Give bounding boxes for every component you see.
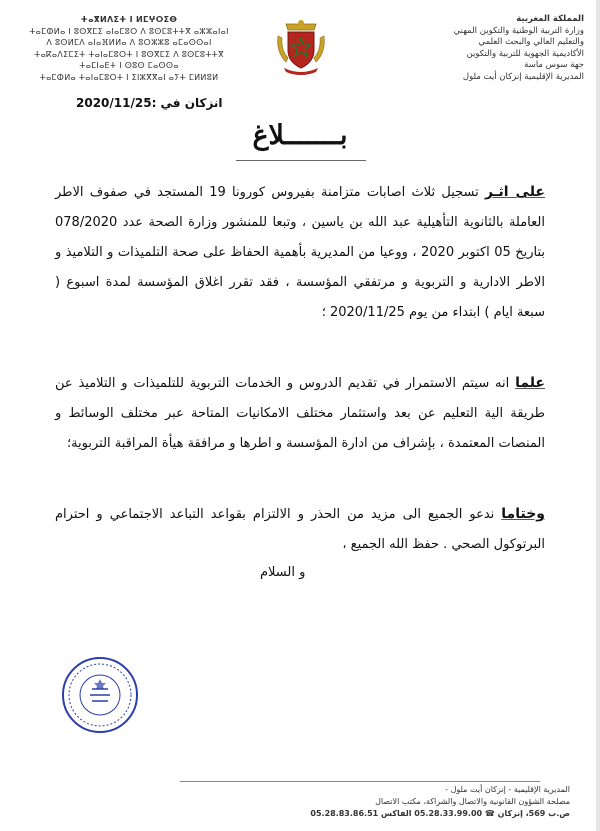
paragraph-lead: على اثـر (485, 184, 545, 200)
paragraph-lead: وختاما (501, 506, 545, 522)
paragraph-2 (55, 368, 545, 459)
header-arabic (394, 14, 584, 83)
footer-line-2: مصلحة الشؤون القانونية والاتصال والشراكة، مكتب الاتصال (375, 797, 570, 806)
paragraph-1 (55, 177, 545, 328)
header-tf-line: ⵜⴰⴳⵍⴷⵉⵜ ⵏ ⵍⵎⵖⵔⵉⴱ (80, 15, 178, 24)
header-ar-line: جهة سوس ماسة (524, 60, 584, 70)
paragraph-text: تسجيل ثلاث اصابات متزامنة بفيروس كورونا 19 المستجد في صفوف الاطر العاملة بالثانوية التأهيلية عبد الله بن ياسين ، وتبعا للمنشور وزارة الصحة عدد 078/2020 بتاريخ 05 اكتوبر 2020 ، ووعيا من المديرية بأهمية الحفاظ على صحة التلميذات و التلاميذ و الاطر الادارية و التربوية و مرتفقي المؤسسة ، فقد تقرر اغلاق المؤسسة لمدة اسبوع ( سبعة ايام ) ابتداء من يوم 2020/11/25 ؛ (55, 185, 546, 320)
header-tf-line: ⵜⴰⵎⵏⴰⴹⵜ ⵏ ⵙⵓⵙ ⵎⴰⵙⵙⴰ (79, 61, 179, 70)
header-tifinagh (14, 14, 244, 83)
moroccan-coat-of-arms-icon (272, 18, 330, 76)
date-line: انزكان في :2020/11/25 (76, 96, 223, 110)
footer (150, 784, 570, 820)
header-ar-line: والتعليم العالي والبحث العلمي (478, 37, 584, 47)
paragraph-text: انه سيتم الاستمرار في تقديم الدروس و الخدمات التربوية للتلميذات و التلاميذ عن طريقة الية التعليم عن بعد واستثمار مختلف الامكانيات المتاحة عبر مختلف الوسائط و المنصات المعتمدة ، بإشراف من ادارة المؤسسة و اطرها و مرافقة هيأة المراقبة التربوية؛ (55, 376, 545, 451)
footer-divider (180, 781, 540, 782)
paragraph-3 (55, 499, 545, 560)
official-round-stamp-icon (60, 655, 140, 735)
header-ar-line: المديرية الإقليمية إنزكان أيت ملول (462, 71, 584, 82)
header-ar-line: المملكة المغربية (516, 14, 584, 24)
title-underline (236, 160, 366, 161)
footer-line-3: ص.ب 569، إنزكان ☎ 05.28.33.99.00 الفاكس 05.28.83.86.51 (310, 809, 570, 818)
footer-line-1: المديرية الإقليمية - إنزكان أيت ملول - (445, 785, 570, 794)
page-title: بـــــــلاغ (252, 120, 348, 151)
header-tf-line: ⵜⴰⴽⴰⴷⵉⵎⵉⵜ ⵜⴰⵏⴰⵎⵓⵔⵜ ⵏ ⵓⵙⴳⵎⵉ ⴷ ⵓⵙⵎⵓⵜⵜⴳ (34, 49, 224, 59)
paragraph-lead: علما (515, 375, 545, 391)
header-tf-line: ⴷ ⵓⵙⵍⵎⴷ ⴰⵏⴰⴼⵍⵍⴰ ⴷ ⵓⵔⵣⵣⵓ ⴰⵎⴰⵙⵙⴰⵏ (46, 38, 212, 47)
header-ar-line: وزارة التربية الوطنية والتكوين المهني (453, 25, 584, 36)
closing-text: و السلام (260, 565, 306, 580)
header-tf-line: ⵜⴰⵎⵀⵍⴰ ⵏ ⵓⵙⴳⵎⵉ ⴰⵏⴰⵎⵓⵔ ⴷ ⵓⵙⵎⵓⵜⵜⴳ ⴰⵣⵣⴰⵏⴰⵏ (29, 26, 229, 36)
header-tf-line: ⵜⴰⵎⵀⵍⴰ ⵜⴰⵏⴰⵎⵓⵔⵜ ⵏ ⵉⵏⵣⴳⴳⴰⵏ ⴰⵢⵜ ⵎⵍⵍⵓⵍ (39, 72, 219, 82)
paragraph-text: ندعو الجميع الى مزيد من الحذر و الالتزام بقواعد التباعد الاجتماعي و احترام البرتوكول الصحي . حفظ الله الجميع ، (55, 507, 545, 552)
header-ar-line: الأكاديمية الجهوية للتربية والتكوين (466, 48, 584, 59)
